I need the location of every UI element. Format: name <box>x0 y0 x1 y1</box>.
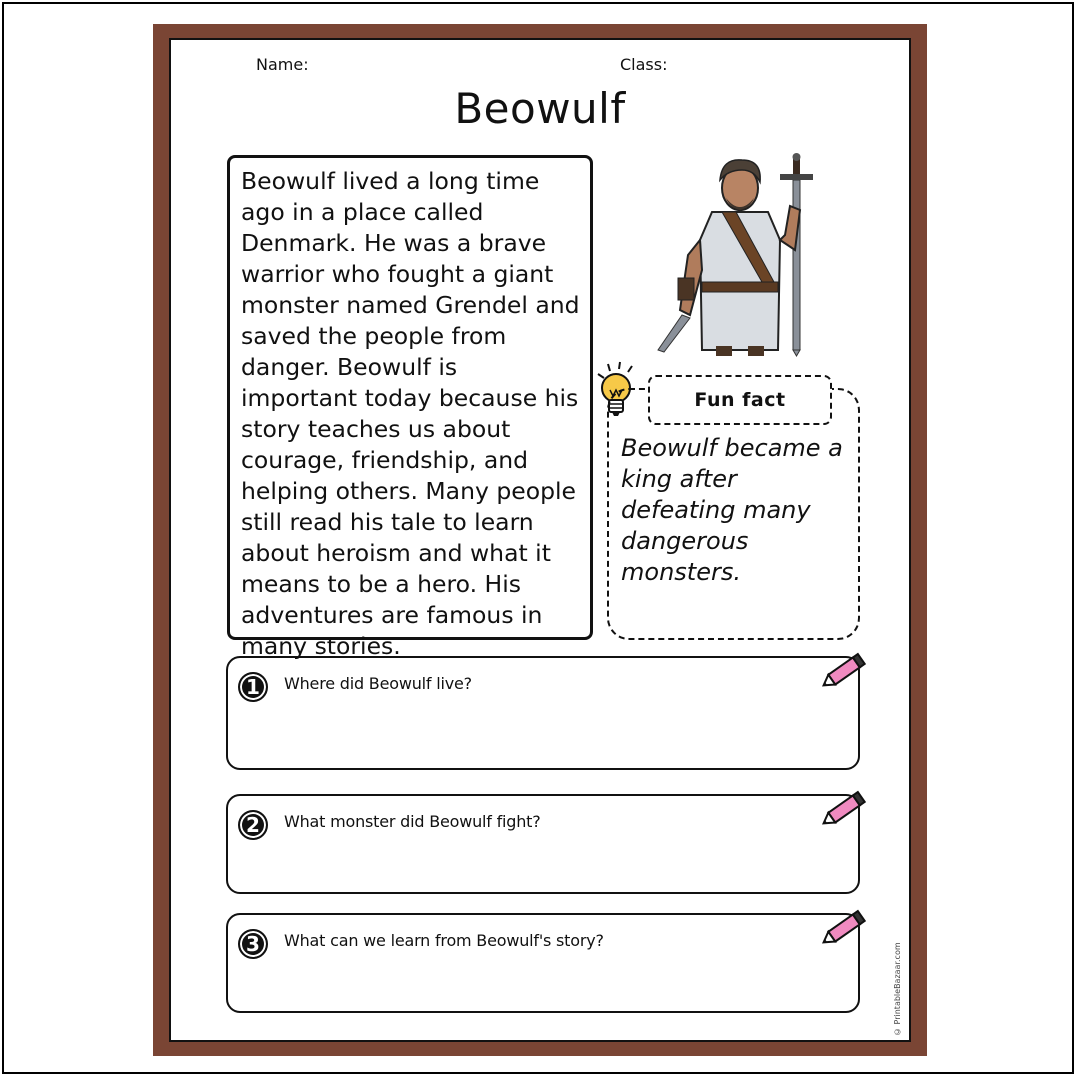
page-title: Beowulf <box>454 84 626 133</box>
question-text: Where did Beowulf live? <box>284 674 472 693</box>
copyright-text: © PrintableBazaar.com <box>893 942 902 1036</box>
question-1-box[interactable] <box>226 656 860 770</box>
question-number: 1 <box>238 672 268 702</box>
class-label: Class: <box>620 55 668 74</box>
pencil-icon <box>816 650 870 696</box>
warrior-illustration <box>650 150 820 358</box>
fun-fact-text: Beowulf became a king after defeating many dangerous monsters. <box>621 434 843 586</box>
question-3-box[interactable] <box>226 913 860 1013</box>
question-text: What monster did Beowulf fight? <box>284 812 541 831</box>
reading-passage: Beowulf lived a long time ago in a place called Denmark. He was a brave warrior who fought a giant monster named Grendel and saved the people from danger. Beowulf is important today because his story teaches us about courage, friendship, and helping others. Many people still read his tale to learn about heroism and what it means to be a hero. His adventures are famous in many stories. <box>227 155 593 640</box>
question-text: What can we learn from Beowulf's story? <box>284 931 604 950</box>
question-number: 2 <box>238 810 268 840</box>
question-number: 3 <box>238 929 268 959</box>
fun-fact-heading: Fun fact <box>648 375 832 425</box>
question-2-box[interactable] <box>226 794 860 894</box>
name-label: Name: <box>256 55 309 74</box>
pencil-icon <box>816 907 870 953</box>
pencil-icon <box>816 788 870 834</box>
